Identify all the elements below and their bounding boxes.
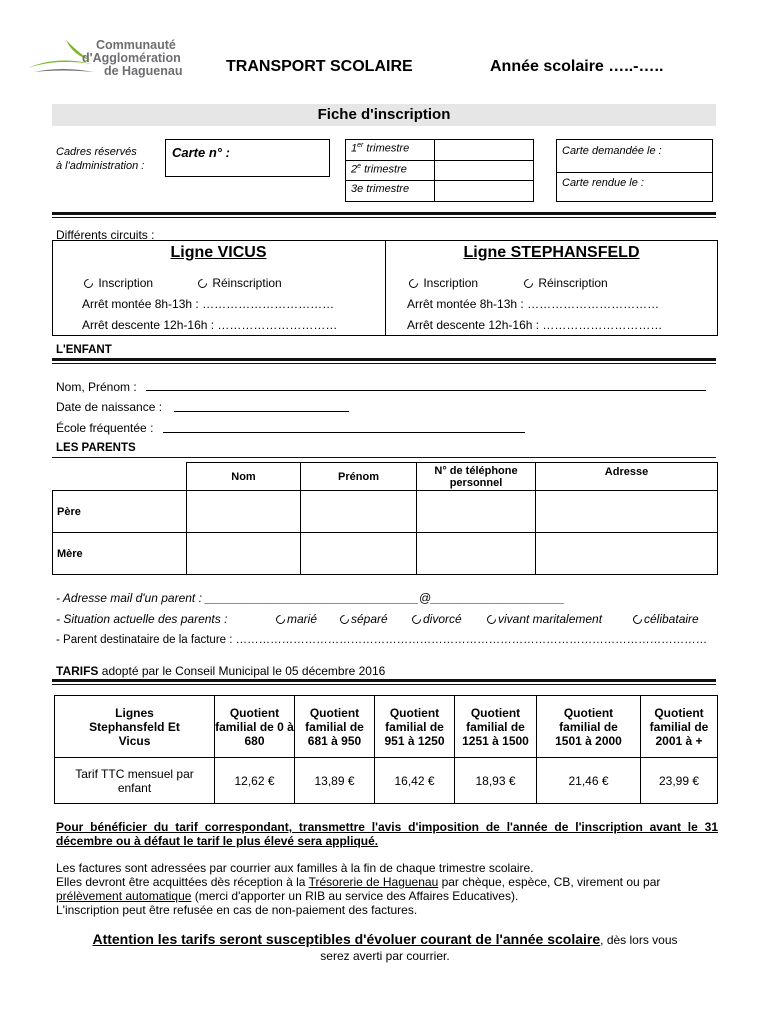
mere-adresse-cell[interactable] — [536, 533, 718, 575]
logo — [26, 38, 196, 82]
school-year: Année scolaire …..-….. — [490, 58, 664, 75]
tarif-value: 18,93 € — [455, 758, 537, 804]
table-row — [53, 533, 718, 575]
vicus-arret-descente[interactable]: Arrêt descente 12h-16h : ………………………… — [82, 318, 338, 332]
date-naissance-field[interactable] — [174, 411, 349, 412]
stephansfeld-arret-montee[interactable]: Arrêt montée 8h-13h : …………………………… — [407, 297, 660, 311]
nom-prenom-label: Nom, Prénom : — [56, 380, 137, 394]
parents-header-telephone: N° de téléphone personnel — [417, 463, 536, 491]
tarifs-table — [54, 695, 718, 804]
card-given-label: Carte rendue le : — [562, 177, 644, 189]
attention-notice: Attention les tarifs seront susceptibles d'évoluer courant de l'année scolaire, dès lors vous serez averti par courrier. — [92, 931, 678, 963]
divider — [52, 212, 716, 215]
mere-prenom-cell[interactable] — [301, 533, 417, 575]
document-title: TRANSPORT SCOLAIRE — [226, 58, 413, 75]
stephansfeld-reinscription-option[interactable]: Réinscription — [524, 276, 608, 290]
mere-nom-cell[interactable] — [187, 533, 301, 575]
tarif-column-header: Quotient familial de 1251 à 1500 — [455, 696, 537, 758]
tarif-value: 23,99 € — [641, 758, 718, 804]
pere-telephone-cell[interactable] — [417, 491, 536, 533]
tarif-column-header: Quotient familial de 1501 à 2000 — [537, 696, 641, 758]
trimester-1: 1er trimestre — [351, 142, 410, 155]
form-title: Fiche d'inscription — [317, 106, 451, 123]
admin-reserved-label: Cadres réservés à l'administration : — [56, 146, 145, 172]
divider — [52, 217, 716, 218]
tarif-value: 13,89 € — [295, 758, 375, 804]
situation-celibataire-option[interactable]: célibataire — [633, 612, 699, 626]
tarif-column-header: Quotient familial de 2001 à + — [641, 696, 718, 758]
card-requested-label: Carte demandée le : — [562, 145, 662, 157]
trimester-table — [345, 139, 534, 202]
parents-table — [52, 462, 718, 575]
card-dates-box — [556, 139, 713, 202]
pere-nom-cell[interactable] — [187, 491, 301, 533]
divider — [52, 358, 716, 361]
divider — [52, 363, 716, 364]
date-naissance-label: Date de naissance : — [56, 400, 163, 414]
stephansfeld-arret-descente[interactable]: Arrêt descente 12h-16h : ………………………… — [407, 318, 663, 332]
tax-notice-warning: Pour bénéficier du tarif correspondant, transmettre l'avis d'imposition de l'année de l'inscription avant le 31 décembre ou à défaut le tarif le plus élevé sera appliqué. — [56, 820, 718, 848]
situation-maritalement-option[interactable]: vivant maritalement — [487, 612, 602, 626]
trimester-3: 3e trimestre — [351, 183, 410, 195]
situation-separe-option[interactable]: séparé — [340, 612, 388, 626]
section-parents: LES PARENTS — [56, 442, 136, 454]
parents-header-prenom: Prénom — [301, 463, 417, 491]
table-row — [53, 491, 718, 533]
divider — [52, 679, 716, 682]
billing-notes: Les factures sont adressées par courrier aux familles à la fin de chaque trimestre scolaire. Elles devront être acquittées dès réception à la Trésorerie de Haguenau par chèque, espèce, CB, virement ou par prélèvement automatique (merci d'apporter un RIB au service des Affaires Educatives). L'inscription peut être refusée en cas de non-paiement des factures. — [56, 861, 661, 917]
situation-label: - Situation actuelle des parents : — [56, 612, 228, 626]
vicus-inscription-option[interactable]: Inscription — [84, 276, 153, 290]
divider — [52, 457, 716, 458]
nom-prenom-field[interactable] — [146, 390, 706, 391]
card-number-field[interactable]: Carte n° : — [165, 139, 330, 177]
tarifs-corner: Lignes Stephansfeld Et Vicus — [55, 696, 215, 758]
pere-prenom-cell[interactable] — [301, 491, 417, 533]
parents-header-nom: Nom — [187, 463, 301, 491]
section-enfant: L'ENFANT — [56, 344, 112, 356]
line-vicus-title: Ligne VICUS — [170, 244, 267, 261]
facture-destinataire-field[interactable]: - Parent destinataire de la facture : …………………………………………………………………………………………………………… — [56, 634, 708, 646]
row-mere-label: Mère — [53, 533, 187, 575]
tarif-column-header: Quotient familial de 681 à 950 — [295, 696, 375, 758]
tarif-column-header: Quotient familial de 951 à 1250 — [375, 696, 455, 758]
divider — [52, 684, 716, 685]
table-row — [55, 758, 718, 804]
trimester-2: 2e trimestre — [351, 163, 407, 176]
vicus-reinscription-option[interactable]: Réinscription — [198, 276, 282, 290]
logo-line-2: d'Agglomération — [82, 51, 181, 65]
email-field[interactable]: - Adresse mail d'un parent : ________________________________@____________________ — [56, 591, 565, 605]
tarif-value: 12,62 € — [215, 758, 295, 804]
stephansfeld-inscription-option[interactable]: Inscription — [409, 276, 478, 290]
situation-divorce-option[interactable]: divorcé — [412, 612, 462, 626]
tarif-row-label: Tarif TTC mensuel par enfant — [55, 758, 215, 804]
logo-line-1: Communauté — [96, 38, 176, 52]
vicus-arret-montee[interactable]: Arrêt montée 8h-13h : …………………………… — [82, 297, 335, 311]
tarif-column-header: Quotient familial de 0 à 680 — [215, 696, 295, 758]
logo-line-3: de Haguenau — [104, 64, 183, 78]
mere-telephone-cell[interactable] — [417, 533, 536, 575]
ecole-label: École fréquentée : — [56, 421, 154, 435]
tarif-value: 16,42 € — [375, 758, 455, 804]
situation-marie-option[interactable]: marié — [276, 612, 317, 626]
pere-adresse-cell[interactable] — [536, 491, 718, 533]
parents-header-adresse: Adresse — [536, 463, 718, 491]
ecole-field[interactable] — [163, 432, 525, 433]
circuits-label: Différents circuits : — [56, 228, 155, 242]
tarifs-heading: TARIFS adopté par le Conseil Municipal le 05 décembre 2016 — [56, 664, 386, 678]
tarif-value: 21,46 € — [537, 758, 641, 804]
row-pere-label: Père — [53, 491, 187, 533]
line-stephansfeld-title: Ligne STEPHANSFELD — [463, 244, 640, 261]
